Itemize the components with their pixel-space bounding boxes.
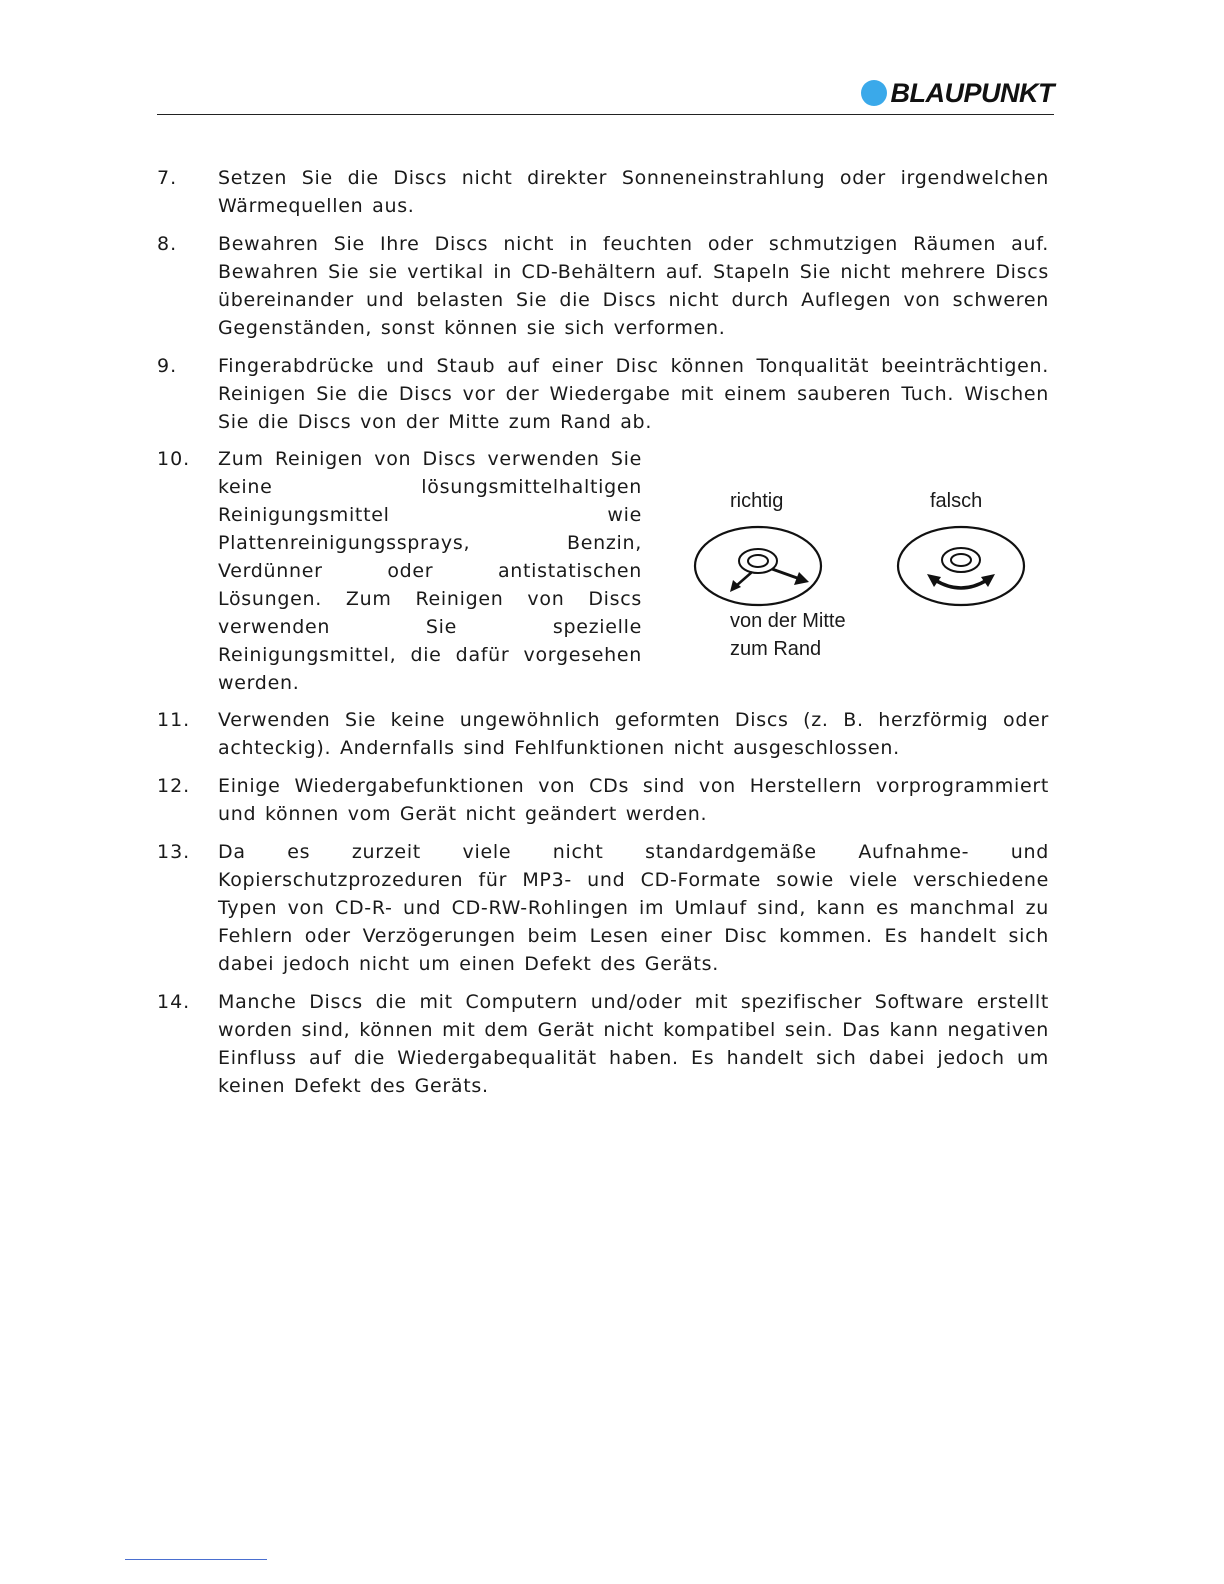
list-item (157, 772, 1049, 828)
item-number: 12. (157, 775, 191, 797)
item-text: Zum Reinigen von Discs verwenden Sie keine lösungsmittelhaltigen Reinigungsmittel wie Plattenreinigungssprays, Benzin, Verdünner oder antistatischen Lösungen. Zum Reinigen von Discs verwenden Sie spezielle Reinigungsmittel, die dafür vorgesehen werden. (218, 448, 642, 694)
caption-line-2: zum Rand (730, 638, 822, 660)
item-number: 9. (157, 355, 178, 377)
item-number: 8. (157, 233, 178, 255)
list-item (157, 230, 1049, 342)
item-text: Bewahren Sie Ihre Discs nicht in feuchten oder schmutzigen Räumen auf. Bewahren Sie sie vertikal in CD-Behältern auf. Stapeln Sie nicht mehrere Discs übereinander und belasten Sie die Discs nicht durch Auflegen von schweren Gegenständen, sonst können sie sich verformen. (218, 233, 1049, 339)
disc-correct-icon (690, 524, 830, 614)
footer-rule (125, 1559, 267, 1560)
item-text: Da es zurzeit viele nicht standardgemäße Aufnahme- und Kopierschutzprozeduren für MP3- und CD-Formate sowie viele verschiedene Typen von CD-R- und CD-RW-Rohlingen im Umlauf sind, kann es manchmal zu Fehlern oder Verzögerungen beim Lesen einer Disc kommen. Es handelt sich dabei jedoch nicht um einen Defekt des Geräts. (218, 841, 1049, 975)
logo-dot-icon (861, 80, 887, 106)
list-item (157, 164, 1049, 220)
list-item (157, 838, 1049, 978)
list-item (157, 706, 1049, 762)
caption-line-1: von der Mitte (730, 610, 846, 632)
item-number: 11. (157, 709, 191, 731)
brand-name: BLAUPUNKT (890, 77, 1054, 108)
item-text: Setzen Sie die Discs nicht direkter Sonneneinstrahlung oder irgendwelchen Wärmequellen aus. (218, 167, 1049, 217)
item-text: Manche Discs die mit Computern und/oder mit spezifischer Software erstellt worden sind, können mit dem Gerät nicht kompatibel sein. Das kann negativen Einfluss auf die Wiedergabequalität haben. Es handelt sich dabei jedoch um keinen Defekt des Geräts. (218, 991, 1049, 1097)
label-wrong: falsch (930, 490, 983, 512)
label-correct: richtig (730, 490, 784, 512)
cleaning-diagram (690, 488, 1050, 668)
item-text: Einige Wiedergabefunktionen von CDs sind von Herstellern vorprogrammiert und können vom Gerät nicht geändert werden. (218, 775, 1049, 825)
item-number: 10. (157, 448, 191, 470)
list-item (157, 988, 1049, 1100)
list-item (157, 352, 1049, 436)
item-number: 7. (157, 167, 178, 189)
item-number: 13. (157, 841, 191, 863)
disc-wrong-icon (895, 524, 1035, 614)
item-number: 14. (157, 991, 191, 1013)
brand-logo (861, 76, 1055, 110)
page-header (157, 72, 1054, 115)
item-text: Verwenden Sie keine ungewöhnlich geformten Discs (z. B. herzförmig oder achteckig). Andernfalls sind Fehlfunktionen nicht ausgeschlossen. (218, 709, 1049, 759)
item-text: Fingerabdrücke und Staub auf einer Disc können Tonqualität beeinträchtigen. Reinigen Sie die Discs vor der Wiedergabe mit einem sauberen Tuch. Wischen Sie die Discs von der Mitte zum Rand ab. (218, 355, 1049, 433)
